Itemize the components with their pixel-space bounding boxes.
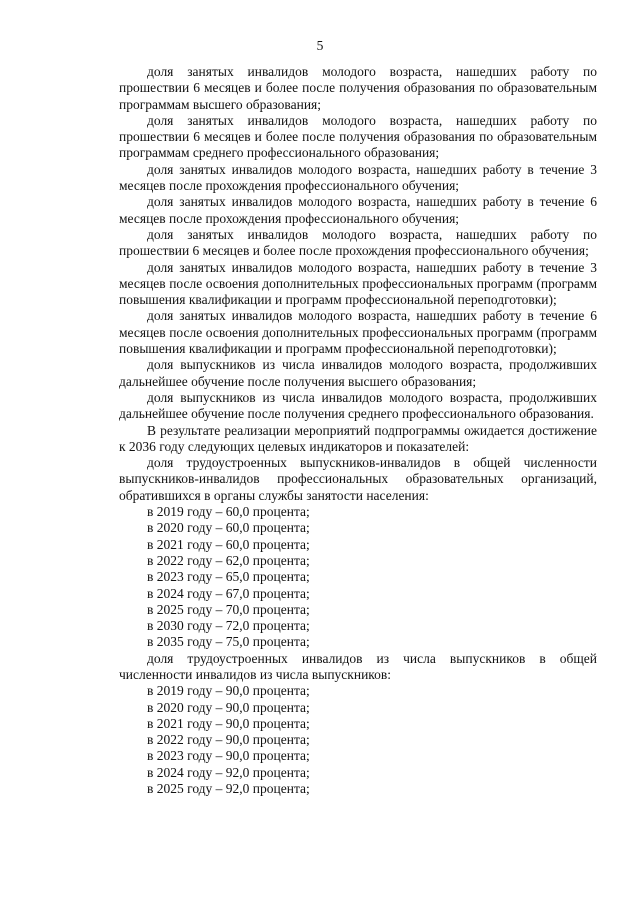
list-item: в 2025 году – 92,0 процента;: [147, 781, 310, 797]
list-item: в 2035 году – 75,0 процента;: [147, 634, 310, 650]
list-item: в 2020 году – 90,0 процента;: [147, 699, 310, 715]
paragraph: доля занятых инвалидов молодого возраста, нашедших работу по прошествии 6 месяцев и более после получения образования по образовательным программам высшего образования;: [119, 64, 597, 112]
list-item: в 2024 году – 92,0 процента;: [147, 764, 310, 780]
paragraph: доля занятых инвалидов молодого возраста, нашедших работу в течение 6 месяцев после освоения дополнительных профессиональных программ (программ повышения квалификации и программ профессиональной переподготовки);: [119, 308, 597, 357]
list-item: в 2021 году – 60,0 процента;: [147, 536, 310, 552]
indicator-2-title: доля трудоустроенных инвалидов из числа выпускников в общей численности инвалидов из числа выпускников:: [119, 650, 597, 682]
list-item: в 2022 году – 90,0 процента;: [147, 732, 310, 748]
list-item: в 2019 году – 60,0 процента;: [147, 504, 310, 520]
paragraph: доля занятых инвалидов молодого возраста, нашедших работу по прошествии 6 месяцев и более после получения образования по образовательным программам среднего профессионального образования;: [119, 112, 597, 161]
list-item: в 2023 году – 90,0 процента;: [147, 748, 310, 764]
list-item: в 2022 году – 62,0 процента;: [147, 552, 310, 568]
list-item: в 2024 году – 67,0 процента;: [147, 585, 310, 601]
indicator-1-title: доля трудоустроенных выпускников-инвалидов в общей численности выпускников-инвалидов профессиональных образовательных организаций, обратившихся в органы службы занятости населения:: [119, 455, 597, 503]
list-item: в 2023 году – 65,0 процента;: [147, 569, 310, 585]
list-item: в 2021 году – 90,0 процента;: [147, 715, 310, 731]
page-number: 5: [316, 38, 324, 53]
paragraph: доля занятых инвалидов молодого возраста, нашедших работу в течение 3 месяцев после освоения дополнительных профессиональных программ (программ повышения квалификации и программ профессиональной переподготовки);: [119, 259, 597, 308]
indicator-1-values: [119, 504, 597, 651]
paragraph: доля выпускников из числа инвалидов молодого возраста, продолживших дальнейшее обучение после получения среднего профессионального образования.: [119, 389, 597, 422]
list-item: в 2019 году – 90,0 процента;: [147, 683, 310, 699]
paragraph: доля выпускников из числа инвалидов молодого возраста, продолживших дальнейшее обучение после получения высшего образования;: [119, 357, 597, 389]
list-item: в 2025 году – 70,0 процента;: [147, 601, 310, 617]
expected-results-intro: В результате реализации мероприятий подпрограммы ожидается достижение к 2036 году следующих целевых индикаторов и показателей:: [119, 422, 597, 454]
paragraph: доля занятых инвалидов молодого возраста, нашедших работу по прошествии 6 месяцев и более после прохождения профессионального обучения;: [119, 226, 597, 259]
paragraph: доля занятых инвалидов молодого возраста, нашедших работу в течение 3 месяцев после прохождения профессионального обучения;: [119, 161, 597, 194]
indicator-2-values: [119, 683, 597, 797]
document-body: [119, 64, 597, 797]
list-item: в 2020 году – 60,0 процента;: [147, 520, 310, 536]
list-item: в 2030 году – 72,0 процента;: [147, 618, 310, 634]
paragraph: доля занятых инвалидов молодого возраста, нашедших работу в течение 6 месяцев после прохождения профессионального обучения;: [119, 194, 597, 226]
